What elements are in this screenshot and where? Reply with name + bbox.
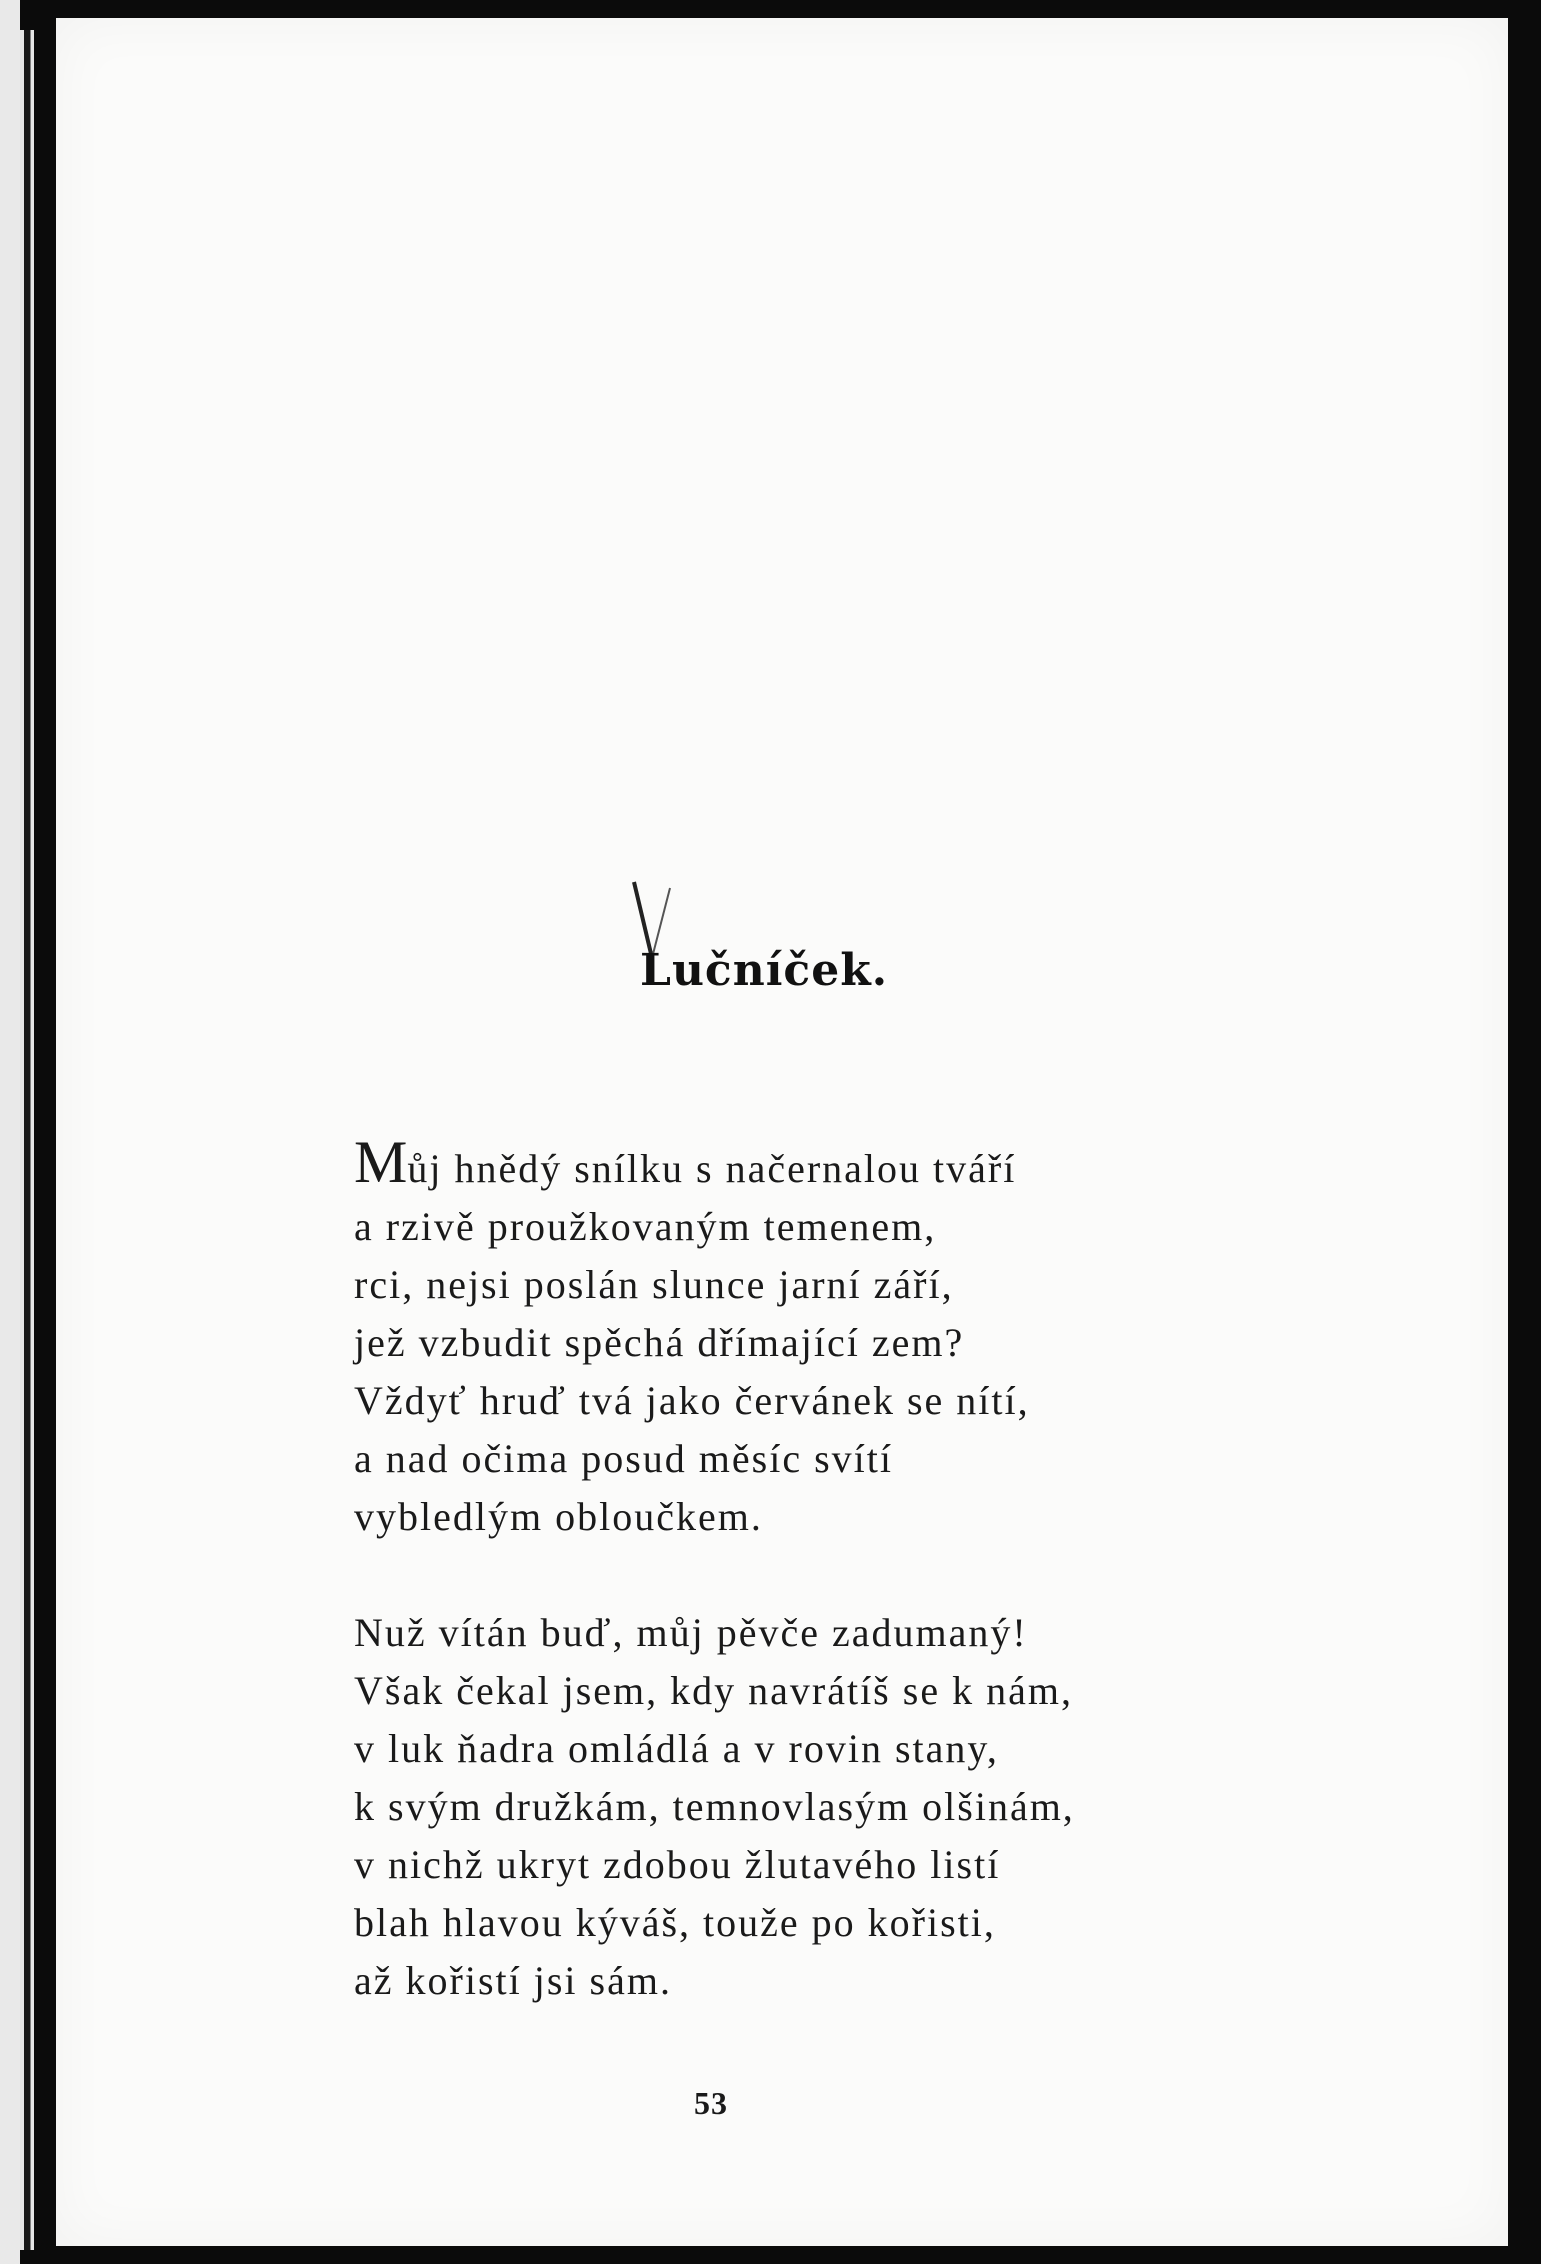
- poem-line: Vždyť hruď tvá jako červánek se nítí,: [354, 1378, 1030, 1423]
- poem-line: a nad očima posud měsíc svítí: [354, 1436, 894, 1481]
- poem-line: Můj hnědý snílku s načernalou tváří: [354, 1129, 1017, 1195]
- stanza-2: [354, 1604, 1254, 2010]
- scan-right-border: [1508, 0, 1541, 2264]
- drop-initial: M: [354, 1129, 408, 1195]
- scan-left-margin: [0, 0, 20, 2264]
- poem-line: v luk ňadra omládlá a v rovin stany,: [354, 1726, 999, 1771]
- poem-line: jež vzbudit spěchá dřímající zem?: [354, 1320, 965, 1365]
- poem-line: rci, nejsi poslán slunce jarní září,: [354, 1262, 954, 1307]
- poem-line: vybledlým obloučkem.: [354, 1494, 763, 1539]
- page-number: 53: [694, 2085, 728, 2121]
- poem-line: Nuž vítán buď, můj pěvče zadumaný!: [354, 1610, 1028, 1655]
- poem-line: blah hlavou kýváš, touže po kořisti,: [354, 1900, 996, 1945]
- poem-line: a rzivě proužkovaným temenem,: [354, 1204, 937, 1249]
- stanza-1: [354, 1129, 1254, 1546]
- poem-line: až kořistí jsi sám.: [354, 1958, 672, 2003]
- poem-body: [354, 1129, 1254, 2068]
- poem-line: k svým družkám, temnovlasým olšinám,: [354, 1784, 1075, 1829]
- poem-line: v nichž ukryt zdobou žlutavého listí: [354, 1842, 1001, 1887]
- poem-title: Lučníček.: [640, 945, 889, 996]
- scan-binding-edge: [20, 30, 34, 2250]
- poem-line: Však čekal jsem, kdy navrátíš se k nám,: [354, 1668, 1073, 1713]
